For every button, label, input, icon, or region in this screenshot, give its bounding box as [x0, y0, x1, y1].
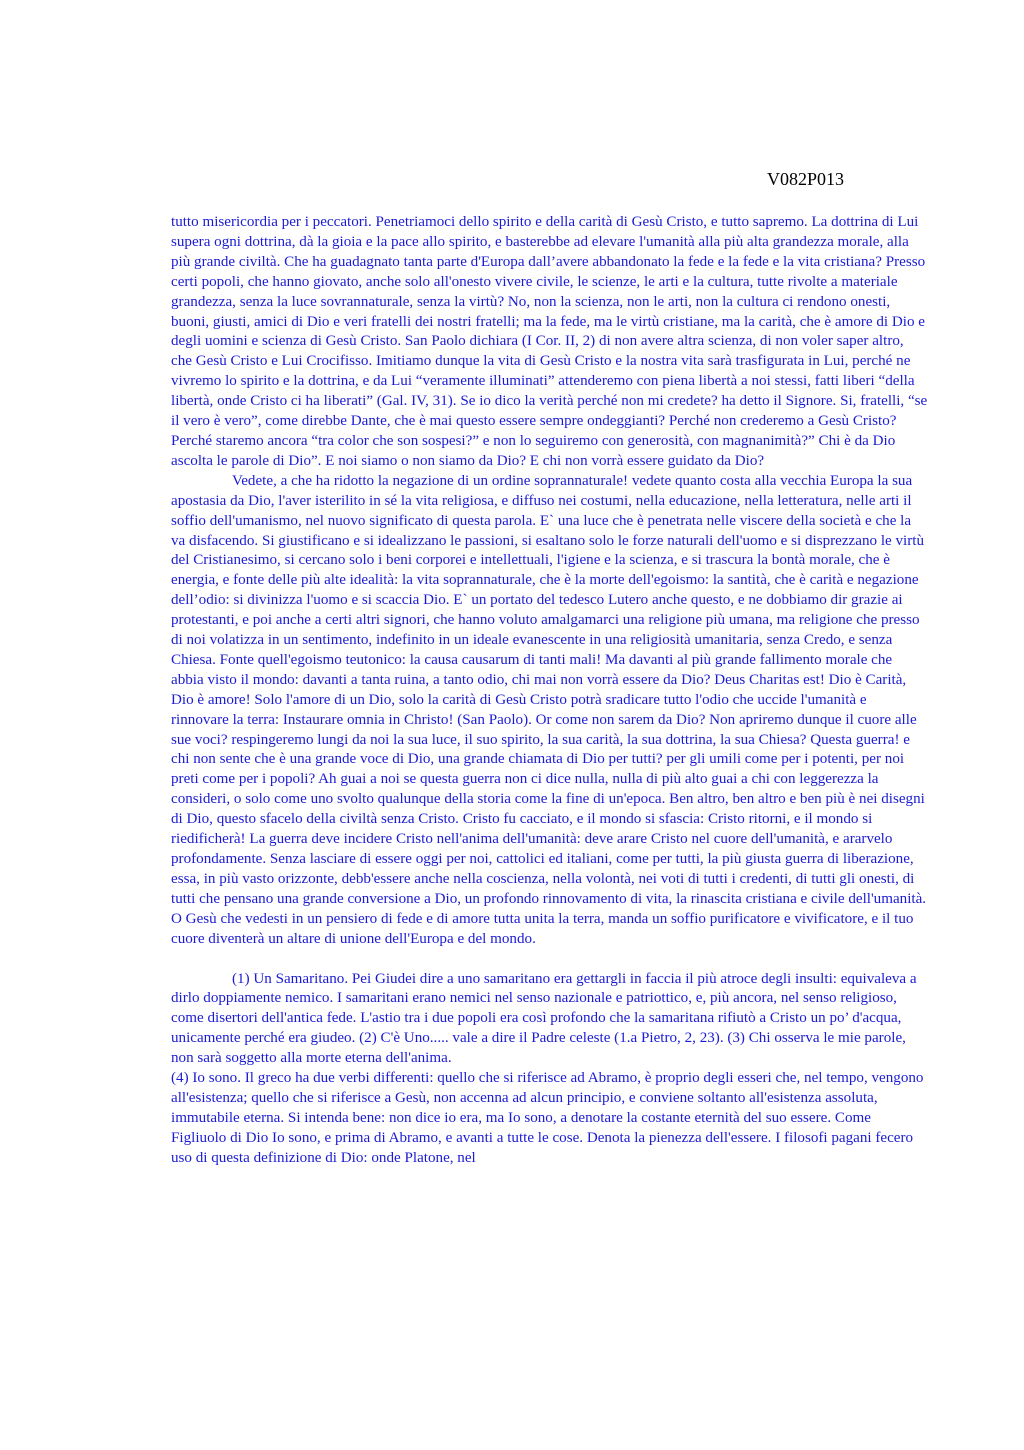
paragraph-1: tutto misericordia per i peccatori. Penetriamoci dello spirito e della carità di Gesù Cristo, e tutto sapremo. La dottrina di Lui supera ogni dottrina, dà la gioia e la pace allo spirito, e basterebbe ad elevare l'umanità alla più alta grandezza morale, alla più grande civiltà. Che ha guadagnato tanta parte d'Europa dall’avere abbandonato la fede e la fede e la vita cristiana? Presso certi popoli, che hanno giovato, anche solo all'onesto vivere civile, le scienze, le arti e la cultura, tutte rivolte a materiale grandezza, senza la luce sovrannaturale, senza la virtù? No, non la scienza, non le arti, non la cultura ci rendono onesti, buoni, giusti, amici di Dio e veri fratelli dei nostri fratelli; ma la fede, ma le virtù cristiane, ma la carità, che è amore di Dio e degli uomini e scienza di Gesù Cristo. San Paolo dichiara (I Cor. II, 2) di non avere altra scienza, di non voler saper altro, che Gesù Cristo e Lui Crocifisso. Imitiamo dunque la vita di Gesù Cristo e la nostra vita sarà trasfigurata in Lui, perché ne vivremo lo spirito e la dottrina, e da Lui “veramente illuminati” attenderemo con piena libertà a noi stessi, fatti liberi “della libertà, onde Cristo ci ha liberati” (Gal. IV, 31). Se io dico la verità perché non mi credete? ha detto il Signore. Si, fratelli, “se il vero è vero”, come direbbe Dante, che è mai questo essere sempre ondeggianti? Perché non crederemo a Gesù Cristo? Perché staremo ancora “tra color che son sospesi?” e non lo seguiremo con generosità, con magnanimità?” Chi è da Dio ascolta le parole di Dio”. E noi siamo o non siamo da Dio? E chi non vorrà essere guidato da Dio? [171, 214, 928, 469]
paragraph-2: Vedete, a che ha ridotto la negazione di un ordine soprannaturale! vedete quanto costa alla vecchia Europa la sua apostasia da Dio, l'aver isterilito in sé la vita religiosa, e diffuso nei costumi, nella educazione, nella letteratura, nelle arti il soffio dell'umanismo, nel nuovo significato di questa parola. E` una luce che è penetrata nelle viscere della società e che la va disfacendo. Si giustificano e si idealizzano le passioni, si esaltano solo le forze naturali dell'uomo e si disprezzano le virtù del Cristianesimo, si cercano solo i beni corporei e intellettuali, l'igiene e la scienza, e si trascura la bontà morale, che è energia, e fonte delle più alte idealità: la vita soprannaturale, che è la morte dell'egoismo: la santità, che è carità e negazione dell’odio: si divinizza l'uomo e si scaccia Dio. E` un portato del tedesco Lutero anche questo, e ne dobbiamo dir grazie ai protestanti, e poi anche a certi altri signori, che hanno voluto amalgamarci una religione più umana, ma religione che presso di noi volatizza in un sentimento, indefinito in un ideale evanescente in una religiosità umanitaria, senza Credo, e senza Chiesa. Fonte quell'egoismo teutonico: la causa causarum di tanti mali! Ma davanti al più grande fallimento morale che abbia visto il mondo: davanti a tanta ruina, a tanto odio, chi mai non vorrà essere da Dio? Deus Charitas est! Dio è Carità, Dio è amore! Solo l'amore di un Dio, solo la carità di Gesù Cristo potrà sradicare tutto l'odio che uccide l'umanità e rinnovare la terra: Instaurare omnia in Christo! (San Paolo). Or come non sarem da Dio? Non apriremo dunque il cuore alle sue voci? respingeremo lungi da noi la sua luce, il suo spirito, la sua carità, la sua dottrina, la sua Chiesa? Questa guerra! e chi non sente che è una grande voce di Dio, una grande chiamata di Dio per tutti? per gli umili come per i potenti, per noi preti come per i popoli? Ah guai a noi se questa guerra non ci dice nulla, nulla di più alto guai a chi con leggerezza la consideri, o solo come uno svolto qualunque della storia come la fine di un'epoca. Ben altro, ben altro e ben più è nei disegni di Dio, questo sfacelo della civiltà senza Cristo. Cristo fu cacciato, e il mondo si sfascia: Cristo ritorni, e il mondo si riedificherà! La guerra deve incidere Cristo nell'anima dell'umanità: deve arare Cristo nel cuore dell'umanità, e ararvelo profondamente. Senza lasciare di essere oggi per noi, cattolici ed italiani, come per tutti, la più giusta guerra di liberazione, essa, in più vasto orizzonte, debb'essere anche nella coscienza, nella volontà, nei voti di tutti i credenti, di tutti gli onesti, di tutti che pensano una grande conversione a Dio, un profondo rinnovamento di vita, la rinascita cristiana e civile dell'umanità. O Gesù che vedesti in un pensiero di fede e di amore tutta unita la terra, manda un soffio purificatore e vivificatore, e il tuo cuore diventerà un altare di unione dell'Europa e del mondo. [171, 472, 927, 947]
footnote-4: (4) Io sono. Il greco ha due verbi differenti: quello che si riferisce ad Abramo, è proprio degli esseri che, nel tempo, vengono all'esistenza; quello che si riferisce a Gesù, non accenna ad alcun principio, e conviene soltanto all'esistenza assoluta, immutabile eterna. Si intenda bene: non dice io era, ma Io sono, a denotare la costante eternità del suo essere. Come Figliuolo di Dio Io sono, e prima di Abramo, e avanti a tutte le cose. Denota la pienezza dell'essere. I filosofi pagani fecero uso di questa definizione di Dio: onde Platone, nel [171, 1070, 924, 1166]
footnote-1-3: (1) Un Samaritano. Pei Giudei dire a uno samaritano era gettargli in faccia il più atroce degli insulti: equivaleva a dirlo doppiamente nemico. I samaritani erano nemici nel senso nazionale e patriottico, e, più ancora, nel senso religioso, come disertori dell'antica fede. L'astio tra i due popoli era così profondo che la samaritana rifiutò a Cristo un po’ d'acqua, unicamente perché era giudeo. (2) C'è Uno..... vale a dire il Padre celeste (1.a Pietro, 2, 23). (3) Chi osserva le mie parole, non sarà soggetto alla morte eterna dell'anima. [171, 970, 917, 1067]
page-identifier: V082P013 [766, 169, 844, 189]
body-text [171, 213, 928, 1169]
